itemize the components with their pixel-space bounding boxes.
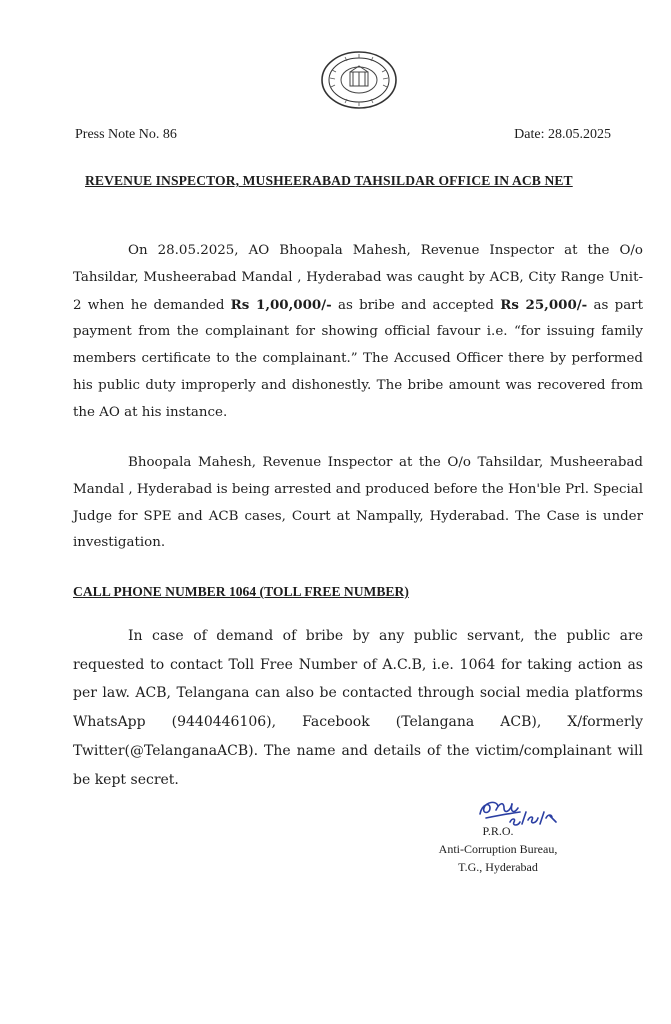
bribe-accepted-amount: Rs 25,000/-	[500, 296, 588, 313]
paragraph-toll-free-text: In case of demand of bribe by any public servant, the public are requested to contact Toll Free Number of A.C.B, i.e. 1064 for taking action as per law. ACB, Telangana can also be contacted through social media platforms WhatsApp (9440446106), Facebook (Telangana ACB), X/formerly Twitter(@TelanganaACB). The name and details of the victim/complainant will be kept secret.	[73, 628, 643, 788]
paragraph-incident-text-2: as bribe and accepted	[331, 297, 501, 313]
paragraph-incident-text-1: On 28.05.2025, AO Bhoopala Mahesh, Revenue Inspector at the O/o Tahsildar, Musheerabad Mandal , Hyderabad was caught by ACB, City Range Unit-2 when he demanded	[73, 243, 643, 313]
paragraph-arrest	[73, 450, 643, 557]
toll-free-heading: CALL PHONE NUMBER 1064 (TOLL FREE NUMBER)	[73, 584, 409, 599]
paragraph-incident	[73, 238, 643, 427]
press-note-date: Date: 28.05.2025	[514, 127, 611, 142]
headline: REVENUE INSPECTOR, MUSHEERABAD TAHSILDAR OFFICE IN ACB NET	[85, 173, 573, 188]
government-seal-icon	[320, 50, 398, 110]
signature-block	[418, 822, 578, 876]
signatory-designation: P.R.O.	[482, 824, 514, 838]
paragraph-arrest-text: Bhoopala Mahesh, Revenue Inspector at the O/o Tahsildar, Musheerabad Mandal , Hyderabad is being arrested and produced before the Hon'ble Prl. Special Judge for SPE and ACB cases, Court at Nampally, Hyderabad. The Case is under investigation.	[73, 455, 643, 551]
signatory-office: Anti-Corruption Bureau,	[438, 842, 558, 856]
press-note-number: Press Note No. 86	[75, 127, 177, 142]
paragraph-toll-free	[73, 622, 643, 794]
signatory-location: T.G., Hyderabad	[458, 860, 538, 874]
bribe-demanded-amount: Rs 1,00,000/-	[230, 296, 332, 313]
paragraph-incident-text-3: as part payment from the complainant for showing official favour i.e. “for issuing family members certificate to the complainant.” The Accused Officer there by performed his public duty improperly and dishonestly. The bribe amount was recovered from the AO at his instance.	[73, 297, 643, 420]
